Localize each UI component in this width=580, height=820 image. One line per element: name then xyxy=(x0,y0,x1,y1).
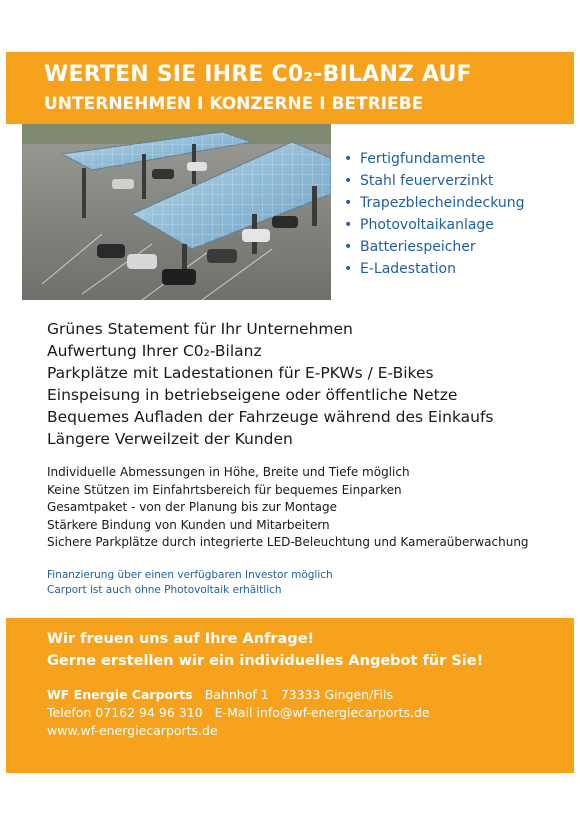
feature-label: Trapezblecheindeckung xyxy=(360,195,525,211)
feature-label: Fertigfundamente xyxy=(360,151,486,167)
feature-item: • E-Ladestation xyxy=(344,261,456,277)
benefits-large xyxy=(47,318,494,450)
phone: Telefon 07162 94 96 310 xyxy=(47,705,203,720)
street: Bahnhof 1 xyxy=(204,687,269,702)
feature-label: Stahl feuerverzinkt xyxy=(360,173,494,189)
feature-item: • Trapezblecheindeckung xyxy=(344,195,525,211)
benefit-line: Grünes Statement für Ihr Unternehmen xyxy=(47,320,353,338)
address-line xyxy=(47,686,430,704)
benefit-line: Einspeisung in betriebseigene oder öffentliche Netze xyxy=(47,386,458,404)
cta-line: Wir freuen uns auf Ihre Anfrage! xyxy=(47,631,315,647)
company-name: WF Energie Carports xyxy=(47,687,193,702)
detail-line: Individuelle Abmessungen in Höhe, Breite und Tiefe möglich xyxy=(47,465,410,479)
contact-footer xyxy=(6,618,574,773)
feature-label: Batteriespeicher xyxy=(360,239,476,255)
detail-line: Keine Stützen im Einfahrtsbereich für bequemes Einparken xyxy=(47,482,402,497)
feature-label: Photovoltaikanlage xyxy=(360,217,494,233)
detail-line: Sichere Parkplätze durch integrierte LED-Beleuchtung und Kameraüberwachung xyxy=(47,535,529,549)
contact-block xyxy=(47,686,430,740)
email-link[interactable]: E-Mail info@wf-energiecarports.de xyxy=(214,705,430,720)
benefit-line: Bequemes Aufladen der Fahrzeuge während des Einkaufs xyxy=(47,408,494,426)
city: 73333 Gingen/Fils xyxy=(280,687,394,702)
carport-illustration xyxy=(22,124,331,300)
benefit-line: Parkplätze mit Ladestationen für E-PKWs / E-Bikes xyxy=(47,364,434,382)
website-link[interactable]: www.wf-energiecarports.de xyxy=(47,723,218,738)
financing-line: Carport ist auch ohne Photovoltaik erhältlich xyxy=(47,584,282,596)
benefit-line: Aufwertung Ihrer C0₂-Bilanz xyxy=(47,342,262,360)
feature-item: • Photovoltaikanlage xyxy=(344,217,494,233)
header-banner xyxy=(6,52,574,124)
benefits-small xyxy=(47,464,529,552)
detail-line: Gesamtpaket - von der Planung bis zur Montage xyxy=(47,500,338,514)
financing-line: Finanzierung über einen verfügbaren Investor möglich xyxy=(47,569,333,581)
detail-line: Stärkere Bindung von Kunden und Mitarbeitern xyxy=(47,517,330,532)
phone-email-line xyxy=(47,704,430,722)
feature-list xyxy=(344,148,525,280)
headline: WERTEN SIE IHRE C0₂-BILANZ AUF xyxy=(44,62,472,87)
feature-item: • Stahl feuerverzinkt xyxy=(344,173,494,189)
financing-note xyxy=(47,568,333,598)
cta-line: Gerne erstellen wir ein individuelles Angebot für Sie! xyxy=(47,653,484,669)
feature-item: • Batteriespeicher xyxy=(344,239,476,255)
subheadline: UNTERNEHMEN I KONZERNE I BETRIEBE xyxy=(44,94,424,114)
feature-item: • Fertigfundamente xyxy=(344,151,486,167)
call-to-action xyxy=(47,628,483,672)
solar-carport-photo xyxy=(22,124,331,300)
benefit-line: Längere Verweilzeit der Kunden xyxy=(47,430,293,448)
feature-label: E-Ladestation xyxy=(360,261,456,277)
